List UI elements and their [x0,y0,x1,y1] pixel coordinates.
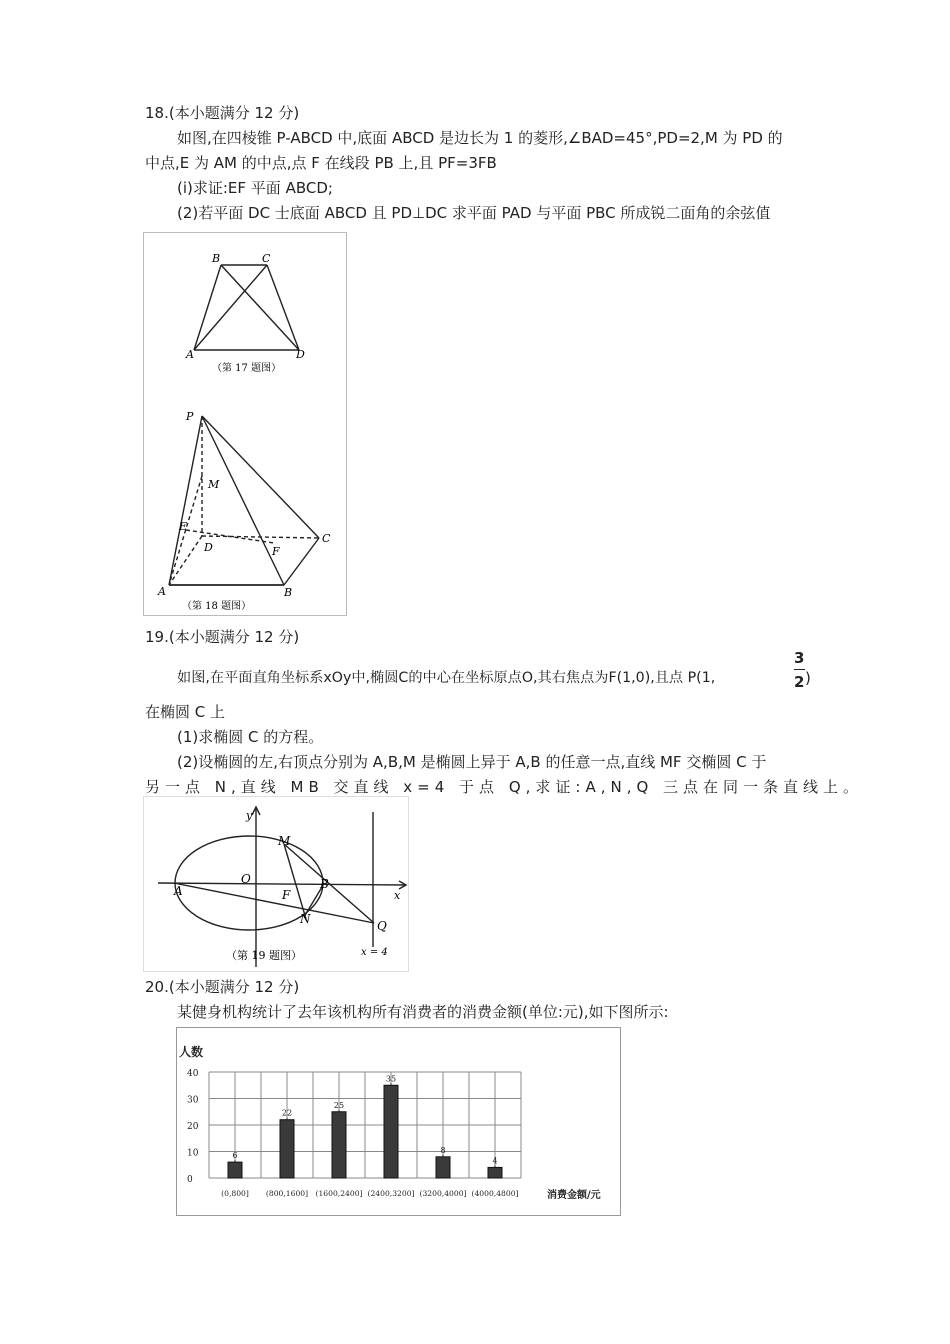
fig19-label-o: O [241,872,251,886]
fig17-caption: （第 17 题图） [212,363,282,374]
q20-bar-chart [176,1027,621,1216]
fig17-fig18-diagram [144,233,346,615]
bar-value-label: 22 [281,1108,293,1118]
fig18-label-a: A [158,585,166,598]
fig19-label-y: y [246,809,253,822]
q19-fraction-close: ) [805,669,811,687]
q19-header: 19.(本小题满分 12 分) [145,628,300,646]
q18-part2: (2)若平面 DC 士底面 ABCD 且 PD⊥DC 求平面 PAD 与平面 PBC 所成锐二面角的余弦值 [177,204,771,222]
bar-4 [384,1085,398,1178]
fig18-label-m: M [208,478,220,491]
fig18-label-d: D [204,541,213,554]
q20-text-line1: 某健身机构统计了去年该机构所有消费者的消费金额(单位:元),如下图所示: [177,1003,669,1021]
bar-value-label: 6 [232,1151,238,1161]
fig18-label-f: F [272,545,280,558]
fig19-label-b: B [320,877,329,891]
y-tick-label: 20 [187,1122,199,1132]
q19-fraction-denominator: 2 [794,673,805,691]
bar-5 [436,1157,450,1178]
fig17-label-b: B [212,252,221,265]
fig19-label-x4: x = 4 [361,947,388,958]
fig17-diagram [194,265,299,350]
fig19-label-x: x [394,889,401,902]
bar-value-label: 4 [492,1156,498,1166]
y-tick-label: 10 [187,1148,199,1159]
q20-header: 20.(本小题满分 12 分) [145,978,300,996]
x-tick-label: (800,1600] [265,1189,309,1198]
x-tick-label: (0,800] [221,1189,249,1198]
q19-text-line2: 在椭圆 C 上 [145,703,226,721]
bar-value-label: 8 [440,1145,446,1155]
q18-text-line1: 如图,在四棱锥 P-ABCD 中,底面 ABCD 是边长为 1 的菱形,∠BAD=45°,PD=2,M 为 PD 的 [177,129,783,147]
bar-1 [228,1162,242,1178]
fig18-label-e: E [179,520,188,533]
fig17-label-a: A [186,348,194,361]
x-axis-label: 消费金额/元 [547,1190,601,1201]
y-tick-label: 30 [187,1095,199,1106]
fig18-label-b: B [284,586,293,599]
fig18-caption: （第 18 题图） [182,601,252,612]
fig19-caption: （第 19 题图） [226,949,302,962]
q19-part2-line1: (2)设椭圆的左,右顶点分别为 A,B,M 是椭圆上异于 A,B 的任意一点,直线 MF 交椭圆 C 于 [177,753,767,771]
q18-text-line2: 中点,E 为 AM 的中点,点 F 在线段 PB 上,且 PF=3FB [145,154,497,172]
fig19-label-a: A [174,884,183,898]
bar-value-label: 25 [333,1100,345,1110]
q19-part1: (1)求椭圆 C 的方程。 [177,728,324,746]
fig18-label-p: P [186,410,194,423]
q19-part2-line2: 另一点 N,直线 MB 交直线 x=4 于点 Q,求证:A,N,Q 三点在同一条直线上。 [145,778,864,796]
x-tick-label: (2400,3200] [367,1189,415,1198]
bar-2 [280,1120,294,1178]
bar-6 [488,1167,502,1178]
ellipse-diagram [144,797,408,971]
fig19-label-n: N [300,912,311,926]
q19-text-line1: 如图,在平面直角坐标系xOy中,椭圆C的中心在坐标原点O,其右焦点为F(1,0),且点 P(1, [177,670,716,686]
bar-value-label: 35 [385,1074,397,1084]
y-tick-label: 0 [187,1175,193,1185]
fig18-label-c: C [322,532,331,545]
fig18-diagram [169,416,319,585]
x-tick-label: (3200,4000] [419,1189,467,1198]
y-tick-label: 40 [187,1069,199,1079]
fig19-label-q: Q [377,919,387,933]
q19-figure [143,796,409,972]
fig17-label-c: C [262,252,271,265]
fig17-label-d: D [296,348,305,361]
fig19-label-m: M [278,834,291,848]
y-axis-label: 人数 [179,1045,204,1059]
q18-header: 18.(本小题满分 12 分) [145,104,300,122]
q18-part1: (i)求证:EF 平面 ABCD; [177,179,333,197]
bar-3 [332,1112,346,1178]
x-tick-label: (1600,2400] [315,1189,363,1198]
q18-figures [143,232,347,616]
q19-fraction-numerator: 3 [794,649,805,667]
bar-chart-svg [177,1028,620,1215]
fig19-label-f: F [282,888,291,902]
q19-fraction-bar [794,669,805,670]
x-tick-label: (4000,4800] [471,1189,519,1198]
